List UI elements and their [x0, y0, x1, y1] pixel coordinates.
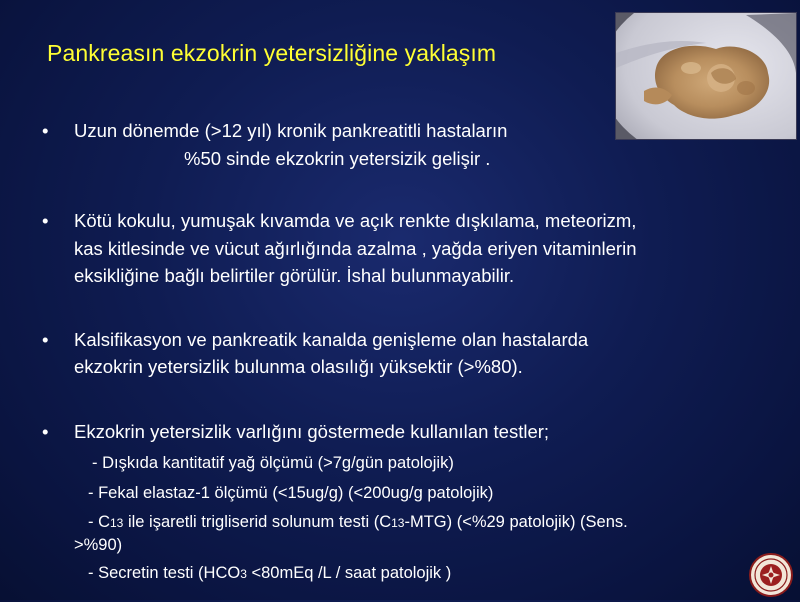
test-4-sub: 3 — [240, 567, 247, 581]
test-3-part-c: -MTG) (<%29 patolojik) (Sens. — [404, 513, 628, 531]
test-3-sub-2: 13 — [391, 516, 405, 530]
bullet-item-4 — [42, 418, 782, 448]
bullet-3-line-1: Kalsifikasyon ve pankreatik kanalda genişleme olan hastalarda — [74, 329, 589, 350]
bullet-2-line-3: eksikliğine bağlı belirtiler görülür. İshal bulunmayabilir. — [74, 265, 515, 286]
bullet-marker: • — [42, 210, 49, 231]
bullet-2-line-2: kas kitlesinde ve vücut ağırlığında azalma , yağda eriyen vitaminlerin — [74, 238, 637, 259]
slide-title: Pankreasın ekzokrin yetersizliğine yaklaşım — [47, 40, 497, 66]
test-item-breath-test — [88, 511, 628, 534]
university-seal-icon — [749, 553, 793, 597]
test-item-breath-test-cont: >%90) — [74, 536, 123, 554]
bullet-item-1 — [42, 117, 742, 177]
bullet-marker: • — [42, 120, 49, 141]
test-item-secretin — [88, 562, 451, 585]
test-item-fecal-fat: - Dışkıda kantitatif yağ ölçümü (>7g/gün patolojik) — [92, 454, 454, 472]
bullet-3-line-2: ekzokrin yetersizlik bulunma olasılığı yüksektir (>%80). — [74, 356, 523, 377]
bullet-2-line-1: Kötü kokulu, yumuşak kıvamda ve açık renkte dışkılama, meteorizm, — [74, 210, 637, 231]
bullet-item-3 — [42, 326, 782, 386]
test-3-part-b: ile işaretli trigliserid solunum testi (C — [123, 513, 392, 531]
test-item-fecal-elastase: - Fekal elastaz-1 ölçümü (<15ug/g) (<200ug/g patolojik) — [88, 484, 494, 502]
bullet-1-line-2: %50 sinde ekzokrin yetersizik gelişir . — [184, 148, 491, 169]
bullet-marker: • — [42, 329, 49, 350]
bullet-1-line-1: Uzun dönemde (>12 yıl) kronik pankreatitli hastaların — [74, 120, 508, 141]
bullet-item-2 — [42, 207, 782, 297]
bullet-marker: • — [42, 421, 49, 442]
test-3-part-a: - C — [88, 513, 110, 531]
test-4-part-b: <80mEq /L / saat patolojik ) — [246, 564, 452, 582]
test-4-part-a: - Secretin testi (HCO — [88, 564, 241, 582]
test-3-sub-1: 13 — [110, 516, 124, 530]
bullet-4-line-1: Ekzokrin yetersizlik varlığını göstermede kullanılan testler; — [74, 421, 550, 442]
